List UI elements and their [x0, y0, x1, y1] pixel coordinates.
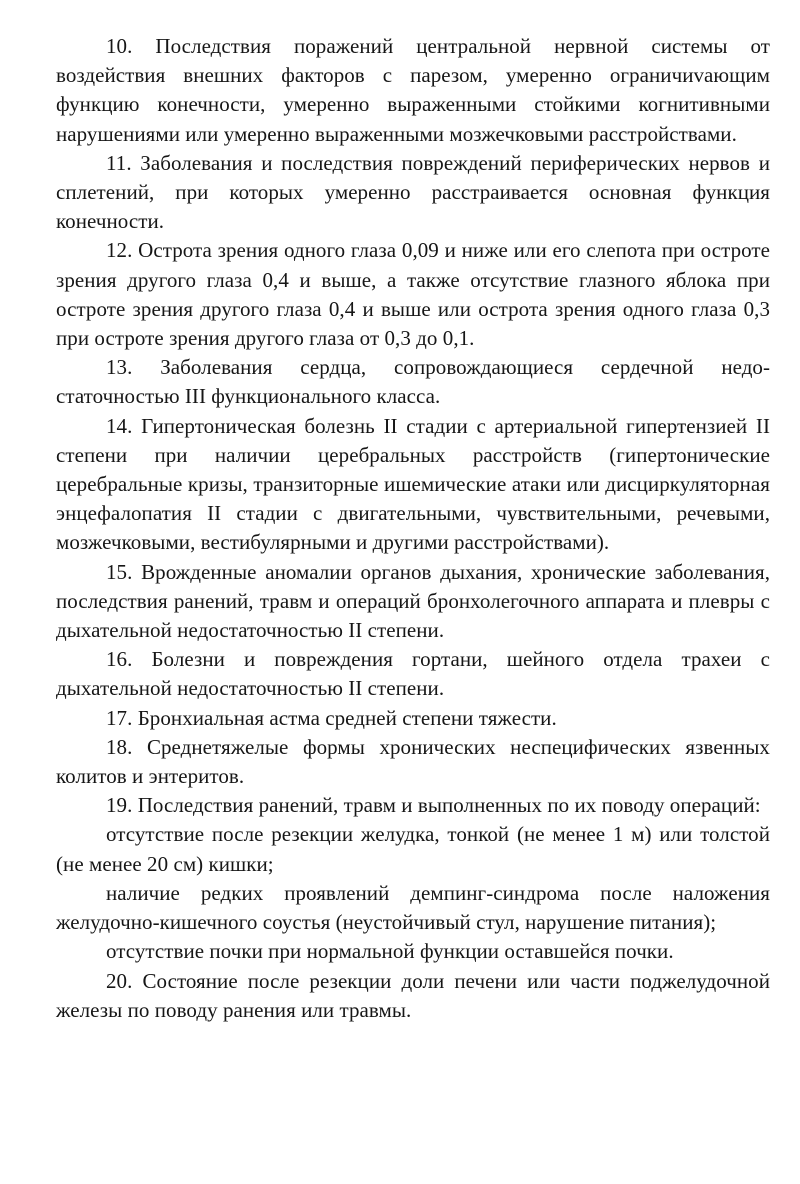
paragraph-item-11: 11. Заболевания и последствия повреждений периферических нервов и сплетений, при которых умеренно расстраивается основная функция конечности. [56, 150, 770, 234]
document-page [56, 32, 770, 1025]
paragraph-item-16: 16. Болезни и повреждения гортани, шейного отдела трахеи с дыхательной недостаточностью II степени. [56, 647, 770, 701]
paragraph-item-17: 17. Бронхиальная астма средней степени тяжести. [106, 705, 557, 730]
paragraph-item-19: 19. Последствия ранений, травм и выполненных по их поводу операций: [106, 793, 761, 818]
paragraph-item-12: 12. Острота зрения одного глаза 0,09 и ниже или его слепота при остроте зрения другого глаза 0,4 и выше, а также отсутствие глазного яблока при остроте зрения другого глаза 0,4 и выше или острота зрения одного глаза 0,3 при остроте зрения другого глаза от 0,3 до 0,1. [56, 238, 770, 351]
paragraph-item-19-sub-3: отсутствие почки при нормальной функции оставшейся почки. [106, 939, 674, 964]
paragraph-item-18: 18. Среднетяжелые формы хронических неспецифических язвенных колитов и энтеритов. [56, 734, 770, 789]
paragraph-item-14: 14. Гипертоническая болезнь II стадии с артериальной гипертензией II степени при наличии церебральных расстройств (гипертонические церебральные кризы, транзиторные ишемические атаки или дисциркуляторная энцефалопатия II стадии с двигательными, чувствительными, речевыми, мозжечковыми, вестибулярными и другими расстройствами). [56, 413, 770, 555]
paragraph-item-19-sub-2: наличие редких проявлений демпинг-синдрома после наложения желудочно-кишечного соустья (неустойчивый стул, нарушение питания); [56, 880, 770, 935]
paragraph-item-13: 13. Заболевания сердца, сопровождающиеся сердечной недостаточностью III функционального класса. [56, 355, 770, 409]
paragraph-item-19-sub-1: отсутствие после резекции желудка, тонкой (не менее 1 м) или толстой (не менее 20 см) кишки; [56, 822, 770, 876]
paragraph-item-15: 15. Врожденные аномалии органов дыхания, хронические заболевания, последствия ранений, травм и операций бронхолегочного аппарата и плевры с дыхательной недостаточностью II степени. [56, 559, 770, 643]
paragraph-item-10: 10. Последствия поражений центральной нервной системы от воздействия внешних факторов с парезом, умеренно ограничиvающим функцию конечности, умеренно выраженными стойкими когнитивными нарушениями или умеренно выраженными мозжечковыми расстройствами. [56, 34, 770, 146]
paragraph-item-20: 20. Состояние после резекции доли печени или части поджелудочной железы по поводу ранения или травмы. [56, 968, 770, 1022]
